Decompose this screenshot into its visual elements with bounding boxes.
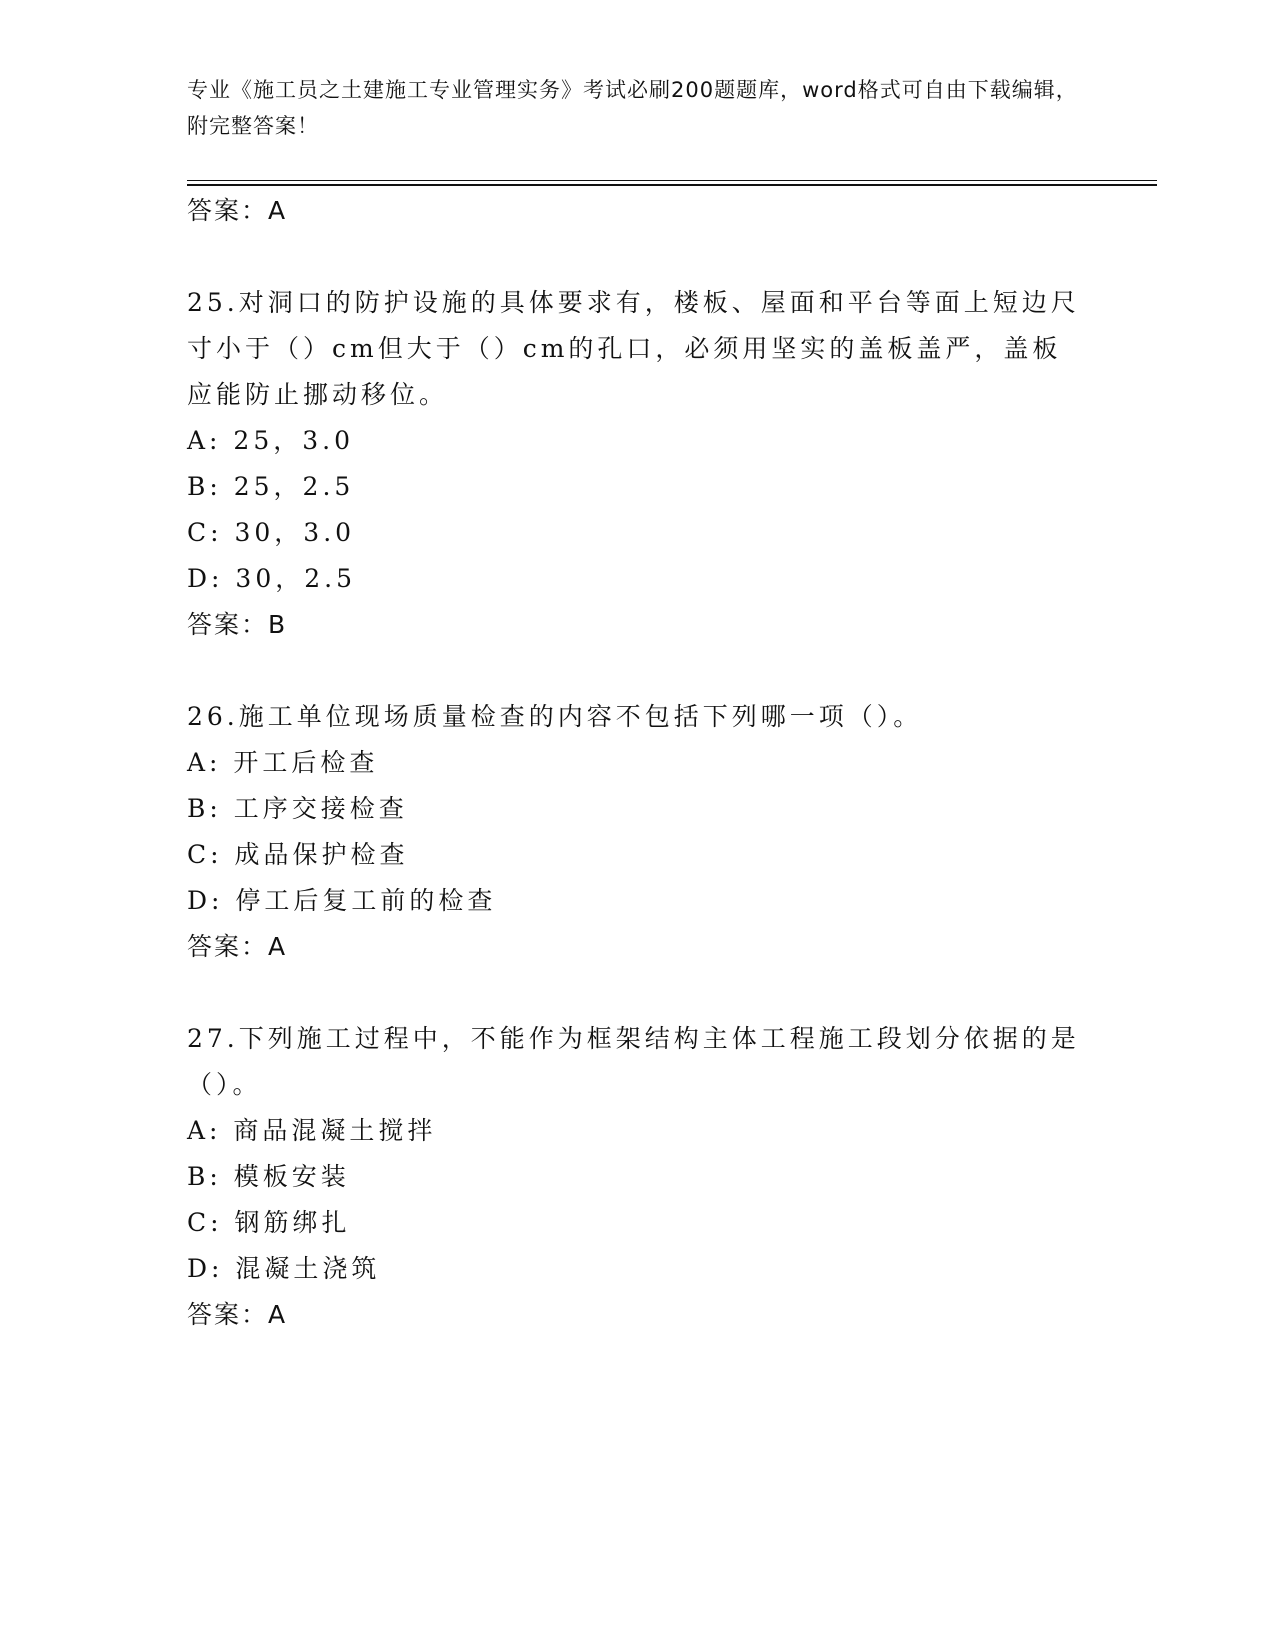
question-25 [187,280,1087,648]
answer-line: 答案：A [187,196,288,225]
option-d: D: 30，2.5 [187,564,356,593]
page-header: 专业《施工员之土建施工专业管理实务》考试必刷200题题库，word格式可自由下载编辑，附完整答案！ [187,78,1078,138]
header-divider-thick [187,184,1157,186]
option-c: C: 成品保护检查 [187,840,409,869]
answer-line: 答案：B [187,610,288,639]
question-stem: 25.对洞口的防护设施的具体要求有，楼板、屋面和平台等面上短边尺寸小于（）cm但大于（）cm的孔口，必须用坚实的盖板盖严，盖板应能防止挪动移位。 [187,288,1080,409]
option-a: A: 开工后检查 [187,748,379,777]
question-stem: 26.施工单位现场质量检查的内容不包括下列哪一项（）。 [187,702,923,731]
question-26 [187,694,1087,970]
question-27 [187,1016,1087,1338]
option-c: C: 30，3.0 [187,518,356,547]
option-b: B: 工序交接检查 [187,794,408,823]
document-body [187,188,1087,1338]
question-stem: 27.下列施工过程中，不能作为框架结构主体工程施工段划分依据的是（）。 [187,1024,1080,1099]
option-d: D: 混凝土浇筑 [187,1254,381,1283]
spacer [187,234,1087,280]
spacer [187,970,1087,1016]
option-c: C: 钢筋绑扎 [187,1208,351,1237]
answer-line: 答案：A [187,1300,288,1329]
spacer [187,648,1087,694]
option-d: D: 停工后复工前的检查 [187,886,497,915]
answer-line: 答案：A [187,932,288,961]
option-b: B: 25，2.5 [187,472,355,501]
option-a: A: 商品混凝土搅拌 [187,1116,437,1145]
header-divider-thin [187,180,1157,181]
option-a: A: 25，3.0 [187,426,354,455]
option-b: B: 模板安装 [187,1162,350,1191]
